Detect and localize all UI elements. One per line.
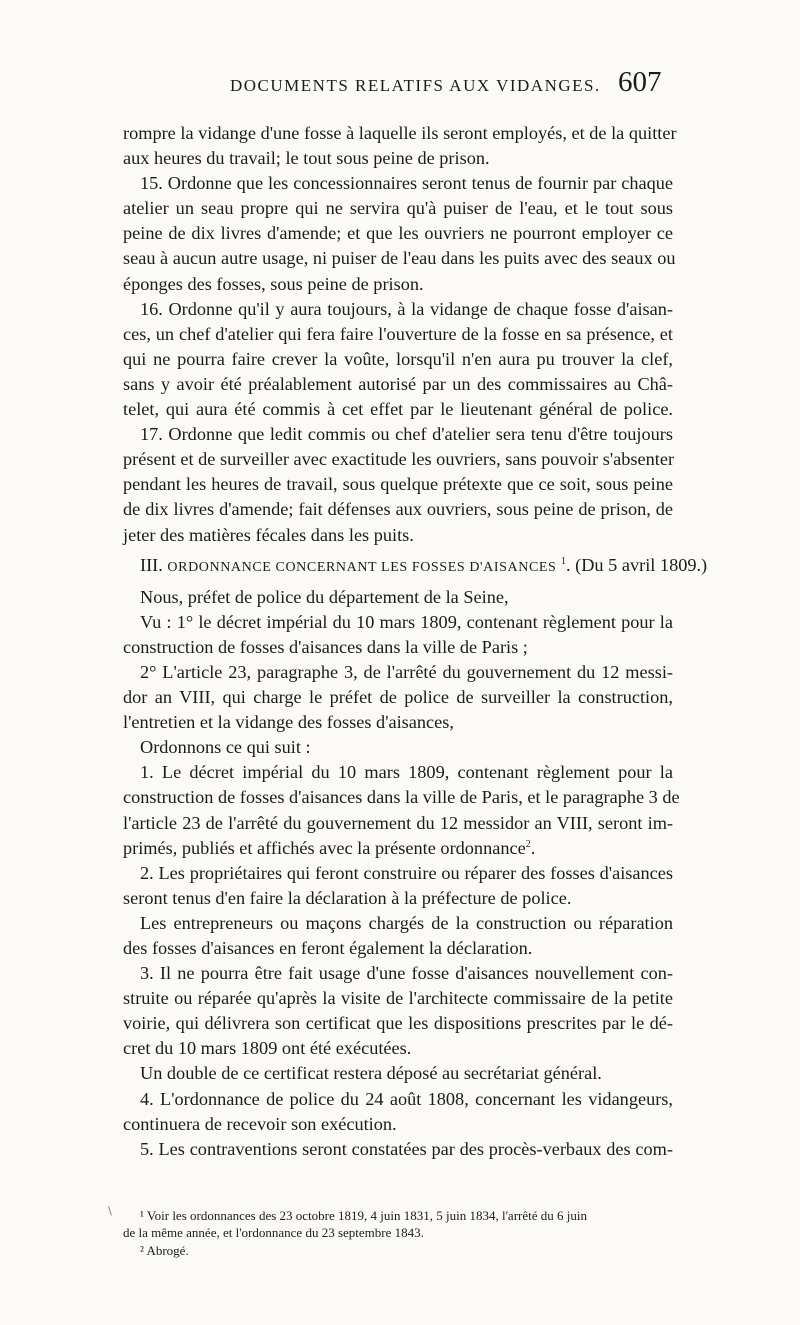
text-line: 15. Ordonne que les concessionnaires seront tenus de fournir par chaque xyxy=(140,173,673,194)
text-line: 16. Ordonne qu'il y aura toujours, à la vidange de chaque fosse d'aisan- xyxy=(140,298,673,319)
text-line: aux heures du travail; le tout sous peine de prison. xyxy=(123,148,490,169)
text-line: primés, publiés et affichés avec la présente ordonnance$^2$. xyxy=(123,837,536,858)
footnote-text: Voir les ordonnances des 23 octobre 1819, 4 juin 1831, 5 juin 1834, l'arrêté du 6 juin xyxy=(146,1208,587,1223)
text-line: telet, qui aura été commis à cet effet par le lieutenant général de police. xyxy=(123,399,673,420)
footnote-2 xyxy=(123,1242,673,1259)
text-line: 2. Les propriétaires qui feront construire ou réparer des fosses d'aisances xyxy=(140,862,673,883)
text-line: Nous, préfet de police du département de la Seine, xyxy=(140,586,509,607)
text-line: construction de fosses d'aisances dans la ville de Paris, et le paragraphe 3 de xyxy=(123,787,680,808)
text-line: 3. Il ne pourra être fait usage d'une fosse d'aisances nouvellement con- xyxy=(140,963,673,984)
text-line: 1. Le décret impérial du 10 mars 1809, contenant règlement pour la xyxy=(140,762,673,783)
text-line: jeter des matières fécales dans les puits. xyxy=(123,524,414,545)
body-text xyxy=(123,121,708,1162)
text-line: construction de fosses d'aisances dans la ville de Paris ; xyxy=(123,636,528,657)
margin-mark: ∖ xyxy=(106,1206,114,1218)
text-line: atelier un seau propre qui ne servira qu'à puiser de l'eau, et le tout sous xyxy=(123,198,673,219)
section-date: . (Du 5 avril 1809.) xyxy=(566,554,708,575)
text-line: seront tenus d'en faire la déclaration à la préfecture de police. xyxy=(123,887,572,908)
footnote-text: Abrogé. xyxy=(146,1242,189,1258)
page-header xyxy=(230,66,670,98)
text-line: qui ne pourra faire crever la voûte, lorsqu'il n'en aura pu trouver la clef, xyxy=(123,348,673,369)
text-line: seau à aucun autre usage, ni puiser de l'eau dans les puits avec des seaux ou xyxy=(123,248,676,269)
text-line: Ordonnons ce qui suit : xyxy=(140,737,311,758)
text-line: 2° L'article 23, paragraphe 3, de l'arrêté du gouvernement du 12 messi- xyxy=(140,661,673,682)
section-numeral: III. xyxy=(140,554,163,575)
text-line: 17. Ordonne que ledit commis ou chef d'atelier sera tenu d'être toujours xyxy=(140,424,673,445)
section-title: ORDONNANCE CONCERNANT LES FOSSES D'AISANCES xyxy=(167,559,557,575)
text-line: l'article 23 de l'arrêté du gouvernement du 12 messidor an VIII, seront im- xyxy=(123,812,673,833)
text-line: continuera de recevoir son exécution. xyxy=(123,1113,397,1134)
footnote-mark: ¹ xyxy=(140,1208,144,1223)
text-line: rompre la vidange d'une fosse à laquelle ils seront employés, et de la quitter xyxy=(123,123,677,143)
text-line: sans y avoir été préalablement autorisé par un des commissaires au Châ- xyxy=(123,373,673,394)
footnote-mark: ² xyxy=(140,1242,144,1258)
footnote-ref: 1 xyxy=(561,555,566,567)
text-line: des fosses d'aisances en feront également la déclaration. xyxy=(123,938,533,958)
text-line: présent et de surveiller avec exactitude les ouvriers, sans pouvoir s'absenter xyxy=(123,449,675,470)
text-line: pendant les heures de travail, sous quelque prétexte que ce soit, sous peine xyxy=(123,474,673,495)
footnote-1-cont: de la même année, et l'ordonnance du 23 septembre 1843. xyxy=(123,1225,424,1241)
text-line: peine de dix livres d'amende; et que les ouvriers ne pourront employer ce xyxy=(123,223,673,244)
text-line: dor an VIII, qui charge le préfet de police de surveiller la construction, xyxy=(123,687,673,708)
text-line: Vu : 1° le décret impérial du 10 mars 1809, contenant règlement pour la xyxy=(140,611,673,632)
text-line: éponges des fosses, sous peine de prison. xyxy=(123,273,424,294)
text-line: voirie, qui délivrera son certificat que les dispositions prescrites par le dé- xyxy=(123,1013,673,1034)
footnote-ref: 2 xyxy=(525,838,531,850)
text-line-content: primés, publiés et affichés avec la présente ordonnance xyxy=(123,837,526,858)
footnotes xyxy=(123,1207,673,1259)
text-line: 4. L'ordonnance de police du 24 août 1808, concernant les vidangeurs, xyxy=(140,1088,673,1109)
text-line: struite ou réparée qu'après la visite de l'architecte commissaire de la petite xyxy=(123,988,673,1009)
text-line: de dix livres d'amende; fait défenses aux ouvriers, sous peine de prison, de xyxy=(123,499,673,520)
section-heading xyxy=(123,553,708,580)
text-line: l'entretien et la vidange des fosses d'aisances, xyxy=(123,712,454,733)
text-line: Les entrepreneurs ou maçons chargés de la construction ou réparation xyxy=(140,912,673,933)
running-title: DOCUMENTS RELATIFS AUX VIDANGES. xyxy=(230,76,601,95)
page-number: 607 xyxy=(618,66,662,98)
text-line: cret du 10 mars 1809 ont été exécutées. xyxy=(123,1038,412,1059)
text-line: ces, un chef d'atelier qui fera faire l'ouverture de la fosse en sa présence, et xyxy=(123,323,673,344)
text-line: Un double de ce certificat restera déposé au secrétariat général. xyxy=(140,1063,602,1084)
text-line: 5. Les contraventions seront constatées par des procès-verbaux des com- xyxy=(140,1138,673,1159)
footnote-1 xyxy=(123,1207,673,1224)
